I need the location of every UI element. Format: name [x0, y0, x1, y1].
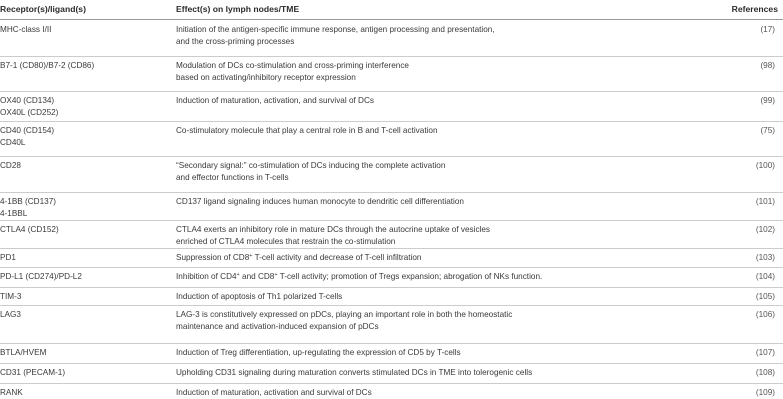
- receptor-line: BTLA/HVEM: [0, 348, 47, 357]
- effect-line: CTLA4 exerts an inhibitory role in mature DCs through the autocrine uptake of vesicles: [176, 225, 491, 234]
- receptor-line: 4-1BBL: [0, 209, 28, 218]
- receptor-cell: [0, 125, 54, 149]
- effect-cell: [176, 271, 542, 283]
- receptor-line: OX40L (CD252): [0, 108, 59, 117]
- effect-line: enriched of CTLA4 molecules that restrain the co-stimulation: [176, 237, 396, 246]
- receptor-cell: [0, 60, 94, 72]
- receptor-cell: [0, 95, 58, 119]
- effect-line: based on activating/inhibitory receptor expression: [176, 73, 356, 82]
- row-divider: [0, 121, 783, 122]
- effect-cell: [176, 347, 461, 359]
- receptor-cell: [0, 160, 21, 172]
- superscript: +: [274, 272, 278, 278]
- effect-line: Upholding CD31 signaling during maturation converts stimulated DCs in TME into tolerogenic cells: [176, 368, 533, 377]
- row-divider: [0, 91, 783, 92]
- receptor-line: TIM-3: [0, 292, 22, 301]
- reference-cell: (100): [755, 161, 775, 170]
- reference-cell: (105): [755, 292, 775, 301]
- row-divider: [0, 343, 783, 344]
- receptor-line: CD31 (PECAM-1): [0, 368, 66, 377]
- effect-cell: [176, 125, 438, 137]
- effect-line: LAG-3 is constitutively expressed on pDCs, playing an important role in both the homeostatic: [176, 310, 513, 319]
- effect-line: and the cross-priming processes: [176, 37, 295, 46]
- receptor-cell: [0, 196, 56, 220]
- receptor-line: CD40L: [0, 138, 26, 147]
- effect-cell: [176, 95, 374, 107]
- effect-cell: [176, 309, 512, 333]
- receptor-cell: [0, 24, 51, 36]
- reference-cell: (103): [755, 253, 775, 262]
- row-divider: [0, 383, 783, 384]
- effect-line: “Secondary signal:” co-stimulation of DCs inducing the complete activation: [176, 161, 446, 170]
- receptor-line: RANK: [0, 388, 23, 397]
- effect-cell: [176, 160, 445, 184]
- superscript: +: [236, 272, 240, 278]
- effect-text: and CD8: [239, 272, 275, 281]
- row-divider: [0, 363, 783, 364]
- reference-cell: (101): [755, 197, 775, 206]
- effect-text: Inhibition of CD4: [176, 272, 237, 281]
- header-references: References: [731, 4, 778, 14]
- reference-cell: (107): [755, 348, 775, 357]
- row-divider: [0, 156, 783, 157]
- receptor-cell: [0, 309, 21, 321]
- effect-cell: [176, 60, 409, 84]
- reference-cell: (106): [755, 310, 775, 319]
- receptor-cell: [0, 224, 59, 236]
- effect-text: T-cell activity and decrease of T-cell infiltration: [252, 253, 422, 262]
- reference-cell: (108): [755, 368, 775, 377]
- header-effect: Effect(s) on lymph nodes/TME: [176, 4, 300, 14]
- effect-cell: [176, 224, 490, 248]
- reference-cell: (104): [755, 272, 775, 281]
- effect-cell: [176, 24, 495, 48]
- effect-cell: [176, 252, 421, 264]
- superscript: +: [249, 253, 253, 259]
- reference-cell: (17): [760, 25, 775, 34]
- row-divider: [0, 248, 783, 249]
- receptor-line: 4-1BB (CD137): [0, 197, 56, 206]
- row-divider: [0, 287, 783, 288]
- effect-line: maintenance and activation-induced expansion of pDCs: [176, 322, 379, 331]
- row-divider: [0, 220, 783, 221]
- effect-cell: [176, 387, 372, 399]
- effect-line: and effector functions in T-cells: [176, 173, 289, 182]
- effect-line: Initiation of the antigen-specific immune response, antigen processing and presentation,: [176, 25, 495, 34]
- effect-line: [176, 252, 421, 264]
- header-divider: [0, 19, 783, 20]
- effect-line: [176, 271, 542, 283]
- receptor-line: B7-1 (CD80)/B7-2 (CD86): [0, 61, 95, 70]
- receptor-line: PD-L1 (CD274)/PD-L2: [0, 272, 82, 281]
- reference-cell: (75): [760, 126, 775, 135]
- header-receptor: Receptor(s)/ligand(s): [0, 4, 86, 14]
- receptor-cell: [0, 271, 82, 283]
- receptor-line: CTLA4 (CD152): [0, 225, 59, 234]
- effect-cell: [176, 367, 532, 379]
- receptor-cell: [0, 252, 16, 264]
- receptor-cell: [0, 387, 23, 399]
- receptor-line: PD1: [0, 253, 16, 262]
- receptor-cell: [0, 291, 21, 303]
- receptor-line: LAG3: [0, 310, 21, 319]
- effect-line: CD137 ligand signaling induces human monocyte to dendritic cell differentiation: [176, 197, 464, 206]
- reference-cell: (98): [760, 61, 775, 70]
- effect-line: Co-stimulatory molecule that play a central role in B and T-cell activation: [176, 126, 438, 135]
- receptor-line: CD40 (CD154): [0, 126, 55, 135]
- effect-line: Induction of maturation, activation and survival of DCs: [176, 388, 372, 397]
- table-header: [0, 0, 783, 20]
- effect-text: T-cell activity; promotion of Tregs expansion; abrogation of NKs function.: [277, 272, 543, 281]
- receptor-line: OX40 (CD134): [0, 96, 55, 105]
- receptor-cell: [0, 347, 46, 359]
- reference-cell: (109): [755, 388, 775, 397]
- effect-line: Modulation of DCs co-stimulation and cross-priming interference: [176, 61, 409, 70]
- receptor-cell: [0, 367, 65, 379]
- receptor-line: CD28: [0, 161, 21, 170]
- effect-line: Induction of Treg differentiation, up-regulating the expression of CD5 by T-cells: [176, 348, 461, 357]
- effect-cell: [176, 291, 342, 303]
- reference-cell: (99): [760, 96, 775, 105]
- row-divider: [0, 192, 783, 193]
- row-divider: [0, 267, 783, 268]
- effect-text: Suppression of CD8: [176, 253, 250, 262]
- row-divider: [0, 305, 783, 306]
- reference-cell: (102): [755, 225, 775, 234]
- effect-line: Induction of maturation, activation, and survival of DCs: [176, 96, 374, 105]
- effect-cell: [176, 196, 464, 208]
- receptor-line: MHC-class I/II: [0, 25, 52, 34]
- effect-line: Induction of apoptosis of Th1 polarized T-cells: [176, 292, 343, 301]
- row-divider: [0, 56, 783, 57]
